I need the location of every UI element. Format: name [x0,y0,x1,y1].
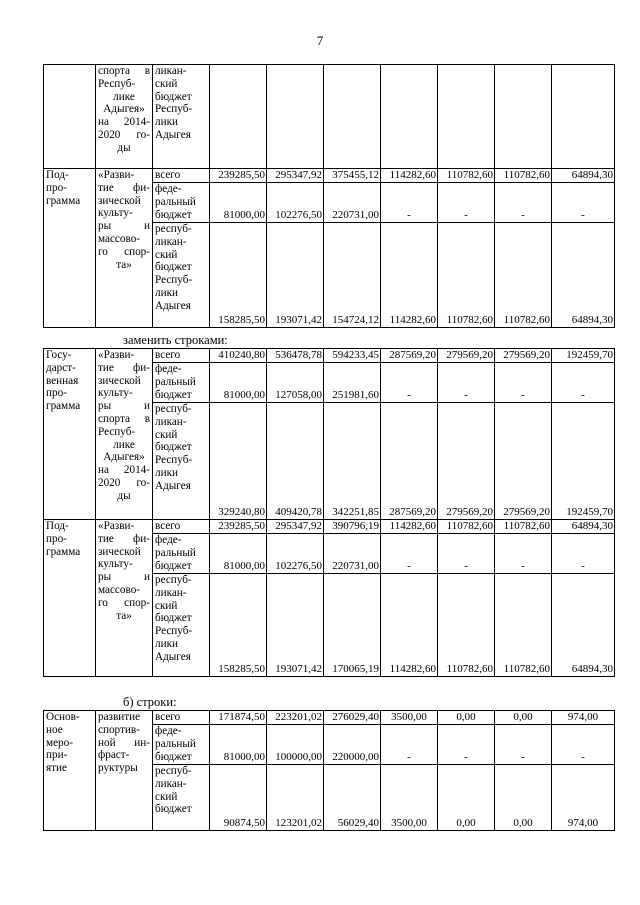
cell-line: Респуб- [98,425,136,438]
cell-line: бюджет [155,559,192,572]
source-label-cell [153,520,210,534]
cell-line: Респуб- [155,103,193,116]
cell-line: ральный [155,546,196,559]
cell-line: лики [155,637,178,650]
cell-line: феде- [155,363,182,375]
cell-line: про- [46,387,67,400]
b-rows-label: б) строки: [123,695,177,709]
source-label-cell [153,169,210,183]
cell-line: ды [117,141,131,154]
cell-line: зической [98,194,141,207]
cell-line: про- [46,181,67,194]
cell-line: бюджет [155,803,192,816]
table-continuation [43,64,615,328]
cell-line: 2020 го- [98,128,150,141]
program-name-cell [96,169,153,328]
cell-line: го спор- [98,596,150,609]
cell-line: бюджет [155,750,192,763]
table-row: Под- про- грамма «Разви- тие фи- зической культу- ры и массово- го спор- та» всего 239285,50 295347,92 375455,12 114282,60 110782,60 110782,60 64894,30 [44,169,615,183]
cell-line: ский [155,428,178,441]
cell-line: респуб- [155,574,192,586]
cell-line: тие фи- [98,361,150,374]
cell-line: культу- [98,207,133,220]
cell-line: тие фи- [98,532,150,545]
table-row: респуб- ликан- ский бюджет Респуб- лики Адыгея 158285,50 193071,42 154724,12 114282,60 110782,60 110782,60 64894,30 [44,223,615,328]
cell-line: Респуб- [155,274,193,287]
cell-line: Адыгея [155,128,191,141]
cell-line: ский [155,790,178,803]
program-name-cell [96,65,153,169]
cell-line: ликан- [155,415,187,428]
cell-line: спортив- [98,723,140,736]
program-type-cell [44,711,96,831]
cell-line: ральный [155,375,196,388]
cell-line: всего [155,520,181,532]
table-row: респуб- ликан- ский бюджет Респуб- лики Адыгея 158285,50 193071,42 170065,19 114282,60 110782,60 110782,60 64894,30 [44,574,615,677]
cell-line: развитие [98,711,141,723]
cell-line: Адыгея» [103,103,145,116]
program-type-cell [44,349,96,520]
table-row: феде- ральный бюджет 81000,00 127058,00 251981,60 - - - - [44,363,615,403]
cell-line: при- [46,749,68,762]
program-name-cell [96,349,153,520]
cell-line: феде- [155,534,182,546]
cell-line: ятие [46,762,67,775]
cell-line: Под- [46,520,69,532]
source-label-cell [153,65,210,169]
cell-line: ликан- [155,586,187,599]
cell-line: «Разви- [98,349,135,361]
cell-line: Адыгея [155,299,191,312]
table-row: феде- ральный бюджет 81000,00 102276,50 220731,00 - - - - [44,534,615,574]
table-row: респуб- ликан- ский бюджет Респуб- лики Адыгея 329240,80 409420,78 342251,85 287569,20 279569,20 279569,20 192459,70 [44,403,615,520]
cell-line: ликан- [155,235,187,248]
cell-line: респуб- [155,403,192,415]
source-label-cell [153,363,210,403]
program-type-cell [44,169,96,328]
table-b-rows [43,710,615,831]
cell-line: зической [98,374,141,387]
cell-line: лики [155,466,178,479]
cell-line: лики [155,286,178,299]
program-name-cell [96,520,153,677]
cell-line: руктуры [98,762,138,775]
cell-line: тие фи- [98,181,150,194]
cell-line: феде- [155,183,182,195]
cell-line: грамма [46,545,81,558]
cell-line: фраст- [98,749,130,762]
table-row [44,65,615,169]
cell-line: ды [117,489,131,502]
cell-line: та» [116,258,132,271]
program-type-cell [44,520,96,677]
cell-line: на 2014- [98,464,150,477]
table-row: респуб- ликан- ский бюджет 90874,50 123201,02 56029,40 3500,00 0,00 0,00 974,00 [44,765,615,831]
source-label-cell [153,183,210,223]
cell-line: ликан- [155,65,187,77]
cell-line: Адыгея [155,650,191,663]
cell-line: респуб- [155,223,192,235]
cell-line: «Разви- [98,520,135,532]
table-row: феде- ральный бюджет 81000,00 100000,00 220000,00 - - - - [44,725,615,765]
cell-line: феде- [155,725,182,737]
cell-line: Респуб- [155,625,193,638]
cell-line: Респуб- [98,77,136,90]
cell-line: венная [46,374,79,387]
cell-line: массово- [98,583,141,596]
source-label-cell [153,765,210,831]
cell-line: бюджет [155,441,192,454]
table-row: Под- про- грамма «Разви- тие фи- зической культу- ры и массово- го спор- та» всего 239285,50 295347,92 390796,19 114282,60 110782,60 110782,60 64894,30 [44,520,615,534]
cell-line: спорта в [98,65,150,77]
cell-line: лике [113,438,135,451]
replace-label: заменить строками: [123,333,228,347]
cell-line: лики [155,116,178,129]
source-label-cell [153,223,210,328]
cell-line: Адыгея [155,479,191,492]
cell-line: бюджет [155,388,192,401]
cell-line: бюджет [155,612,192,625]
source-label-cell [153,574,210,677]
cell-line: меро- [46,736,73,749]
cell-line: массово- [98,232,141,245]
cell-line: Адыгея» [103,451,145,464]
cell-line: культу- [98,558,133,571]
cell-line: ликан- [155,777,187,790]
cell-line: ной ин- [98,736,150,749]
cell-line: «Разви- [98,169,135,181]
source-label-cell [153,349,210,363]
cell-line: Госу- [46,349,72,361]
cell-line: ский [155,248,178,261]
cell-line: та» [116,609,132,622]
cell-line: ры и [98,400,150,413]
source-label-cell [153,403,210,520]
cell-line: го спор- [98,245,150,258]
cell-line: ры и [98,220,150,233]
table-row: Госу- дарст- венная про- грамма «Разви- тие фи- зической культу- ры и спорта в Респуб- лике Адыгея» на 2014- 2020 го- ды всего 410240,80 536478,78 594233,45 287569,20 279569,20 279569,20 192459,70 [44,349,615,363]
cell-line: зической [98,545,141,558]
cell-line: лике [113,90,135,103]
cell-line: ное [46,723,63,736]
cell-line: Основ- [46,711,80,723]
cell-line: бюджет [155,208,192,221]
cell-line: про- [46,532,67,545]
cell-line: ры и [98,571,150,584]
cell-line: ральный [155,737,196,750]
source-label-cell [153,534,210,574]
program-name-cell [96,711,153,831]
cell-line: грамма [46,400,81,413]
cell-line: дарст- [46,361,76,374]
cell-line: ский [155,77,178,90]
cell-line: ский [155,599,178,612]
cell-line: всего [155,169,181,181]
cell-line: всего [155,349,181,361]
table-row: феде- ральный бюджет 81000,00 102276,50 220731,00 - - - - [44,183,615,223]
cell-line: Респуб- [155,454,193,467]
cell-line: 2020 го- [98,476,150,489]
cell-line: всего [155,711,181,723]
cell-line: грамма [46,194,81,207]
cell-line: культу- [98,387,133,400]
source-label-cell [153,711,210,725]
page-number: 7 [316,33,324,48]
cell-line: респуб- [155,765,192,777]
cell-line: на 2014- [98,116,150,129]
table-row: Основ- ное меро- при- ятие развитие спортив- ной ин- фраст- руктуры всего 171874,50 223201,02 276029,40 3500,00 0,00 0,00 974,00 [44,711,615,725]
cell-line: ральный [155,195,196,208]
table-replacement [43,348,615,677]
cell-line: бюджет [155,261,192,274]
cell-line: бюджет [155,90,192,103]
source-label-cell [153,725,210,765]
cell-line: Под- [46,169,69,181]
cell-line: спорта в [98,412,150,425]
